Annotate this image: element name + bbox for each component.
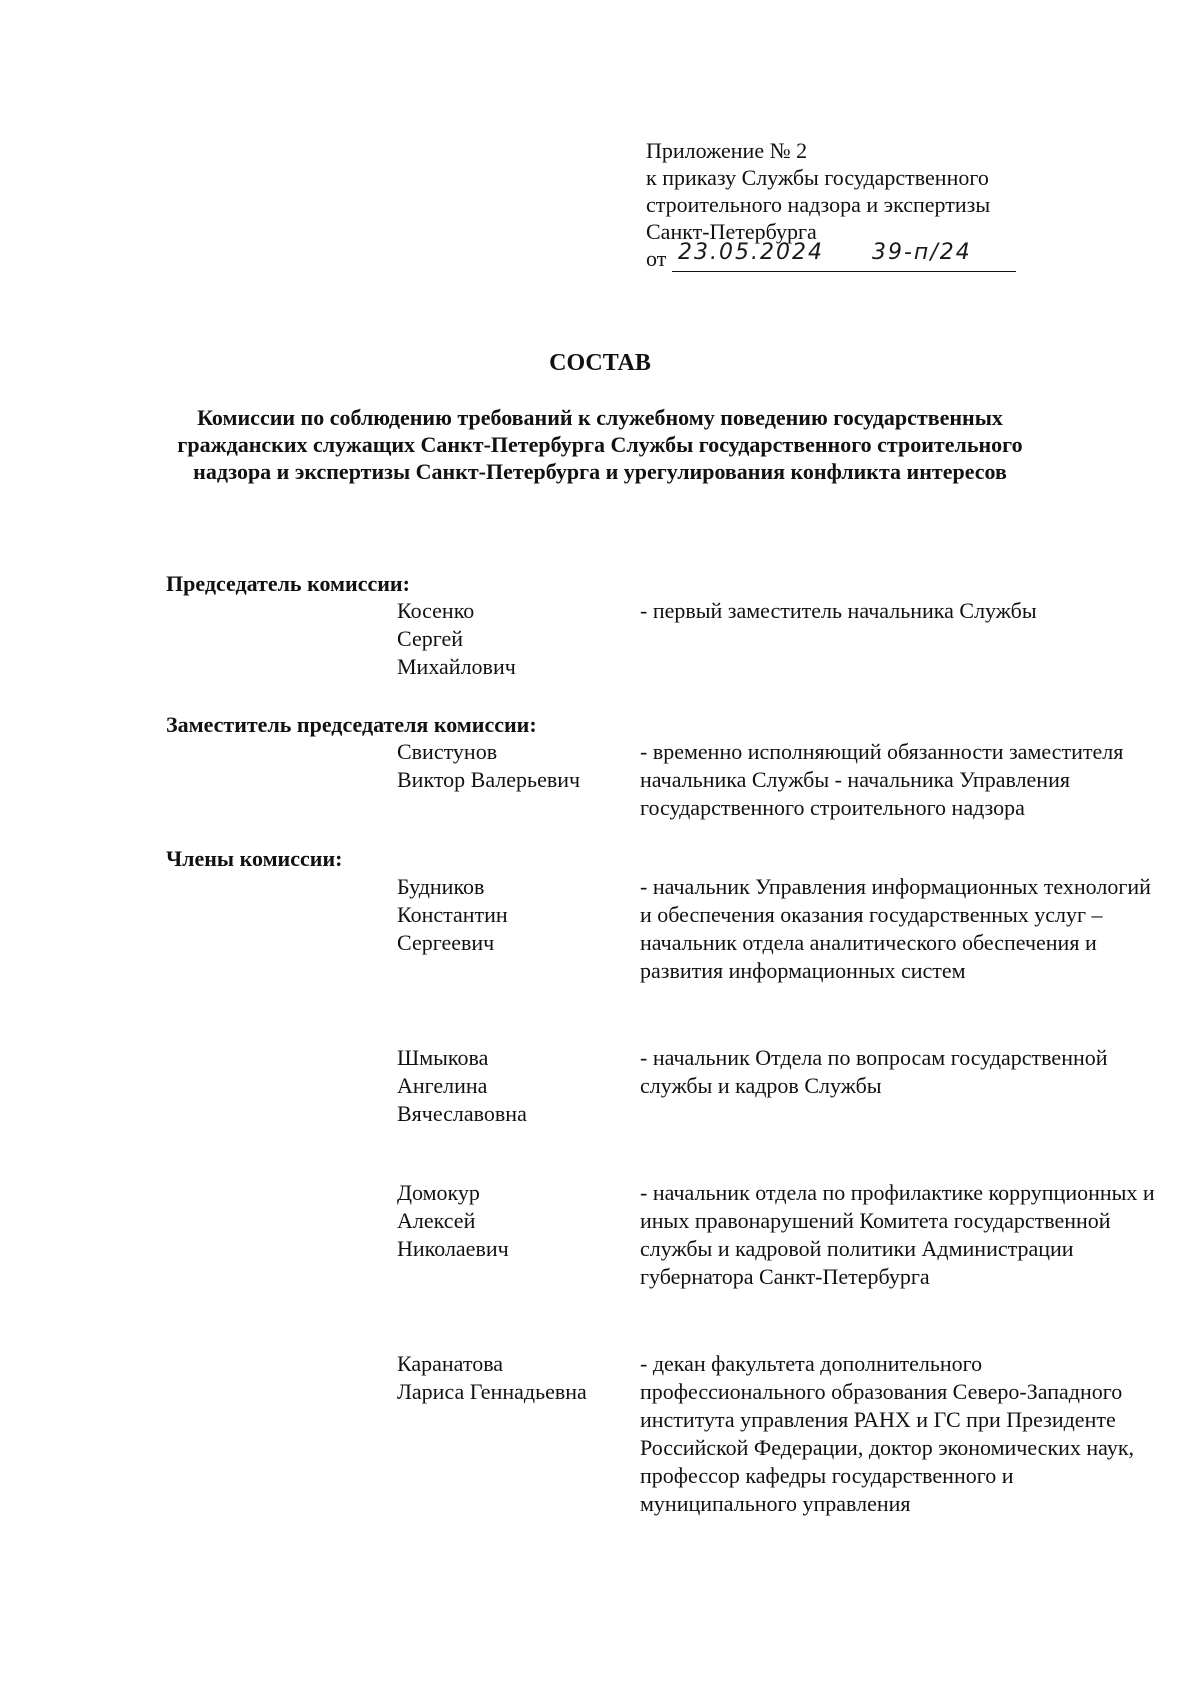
document-title: СОСТАВ	[549, 350, 651, 376]
appendix-line: к приказу Службы государственного	[646, 165, 989, 190]
member-role: - декан факультета дополнительного профессионального образования Северо-Западного института управления РАНХ и ГС при Президенте Российской Федерации, доктор экономических наук, профессор кафедры государственного и муниципального управления	[640, 1351, 1135, 1516]
document-subtitle: Комиссии по соблюдению требований к служебному поведению государственных гражданских служащих Санкт-Петербурга Службы государственного строительного надзора и экспертизы Санкт-Петербурга и урегулирования конфликта интересов	[177, 405, 1023, 484]
member-name: Свистунов Виктор Валерьевич	[397, 739, 581, 792]
member-role: - начальник Отдела по вопросам государственной службы и кадров Службы	[640, 1045, 1108, 1098]
member-name: Домокур Алексей Николаевич	[397, 1180, 509, 1261]
member-name: Будников Константин Сергеевич	[397, 874, 508, 955]
appendix-line: строительного надзора и экспертизы	[646, 192, 991, 217]
signature-underline	[672, 271, 1016, 272]
appendix-line: Приложение № 2	[646, 138, 808, 163]
section-heading-members: Члены комиссии:	[166, 846, 343, 871]
appendix-reference	[646, 137, 1026, 275]
order-date-line	[646, 240, 1026, 275]
date-prefix: от	[646, 246, 667, 271]
section-heading-chair: Председатель комиссии:	[166, 571, 410, 596]
member-role: - первый заместитель начальника Службы	[640, 598, 1037, 623]
member-role: - временно исполняющий обязанности заместителя начальника Службы - начальника Управления государственного строительного надзора	[640, 739, 1124, 820]
section-heading-deputy: Заместитель председателя комиссии:	[166, 712, 537, 737]
appendix-line: Санкт-Петербурга	[646, 219, 817, 244]
member-role: - начальник отдела по профилактике коррупционных и иных правонарушений Комитета государственной службы и кадровой политики Администрации губернатора Санкт-Петербурга	[640, 1180, 1155, 1289]
member-name: Косенко Сергей Михайлович	[397, 598, 516, 679]
handwritten-order-number: 39-п/24	[872, 240, 972, 265]
member-role: - начальник Управления информационных технологий и обеспечения оказания государственных услуг – начальник отдела аналитического обеспечения и развития информационных систем	[640, 874, 1151, 983]
member-name: Каранатова Лариса Геннадьевна	[397, 1351, 587, 1404]
member-name: Шмыкова Ангелина Вячеславовна	[397, 1045, 527, 1126]
handwritten-date: 23.05.2024	[678, 240, 824, 265]
